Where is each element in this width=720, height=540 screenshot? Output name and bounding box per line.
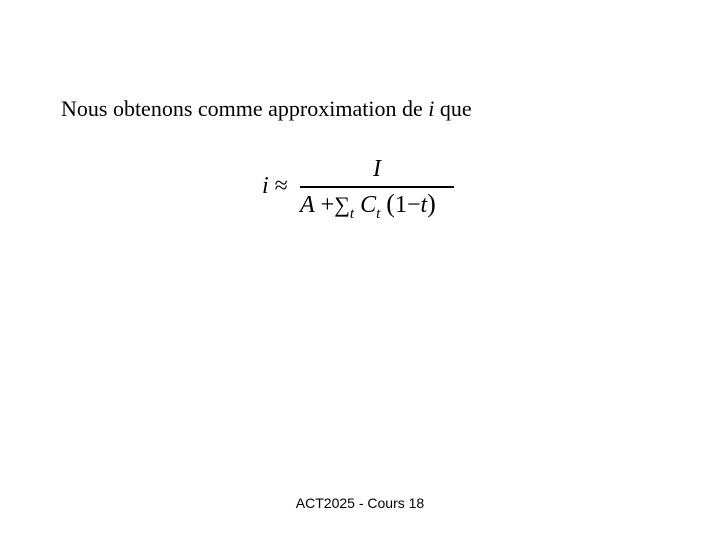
- den-t: t: [420, 192, 428, 218]
- den-C-subscript: t: [376, 206, 381, 222]
- den-sum-subscript: t: [349, 206, 355, 222]
- formula-lhs-variable: i: [262, 173, 269, 199]
- den-paren-open: (: [386, 189, 395, 218]
- den-A: A: [300, 192, 315, 218]
- den-minus: −: [406, 192, 421, 218]
- den-C: C: [360, 192, 377, 218]
- den-sum-symbol: ∑: [334, 192, 350, 217]
- intro-text-after: que: [434, 96, 472, 121]
- den-paren-close: ): [427, 189, 436, 218]
- fraction-bar: [300, 186, 454, 188]
- den-one: 1: [394, 192, 407, 218]
- slide-footer: ACT2025 - Cours 18: [295, 495, 425, 511]
- formula-denominator: [300, 189, 436, 222]
- intro-variable: i: [428, 96, 435, 121]
- intro-sentence: [61, 96, 472, 122]
- intro-text-before: Nous obtenons comme approximation de: [61, 96, 429, 121]
- formula-lhs: [262, 173, 288, 200]
- den-plus: +: [320, 192, 335, 218]
- approx-symbol: ≈: [274, 173, 288, 199]
- formula-numerator: I: [373, 156, 381, 182]
